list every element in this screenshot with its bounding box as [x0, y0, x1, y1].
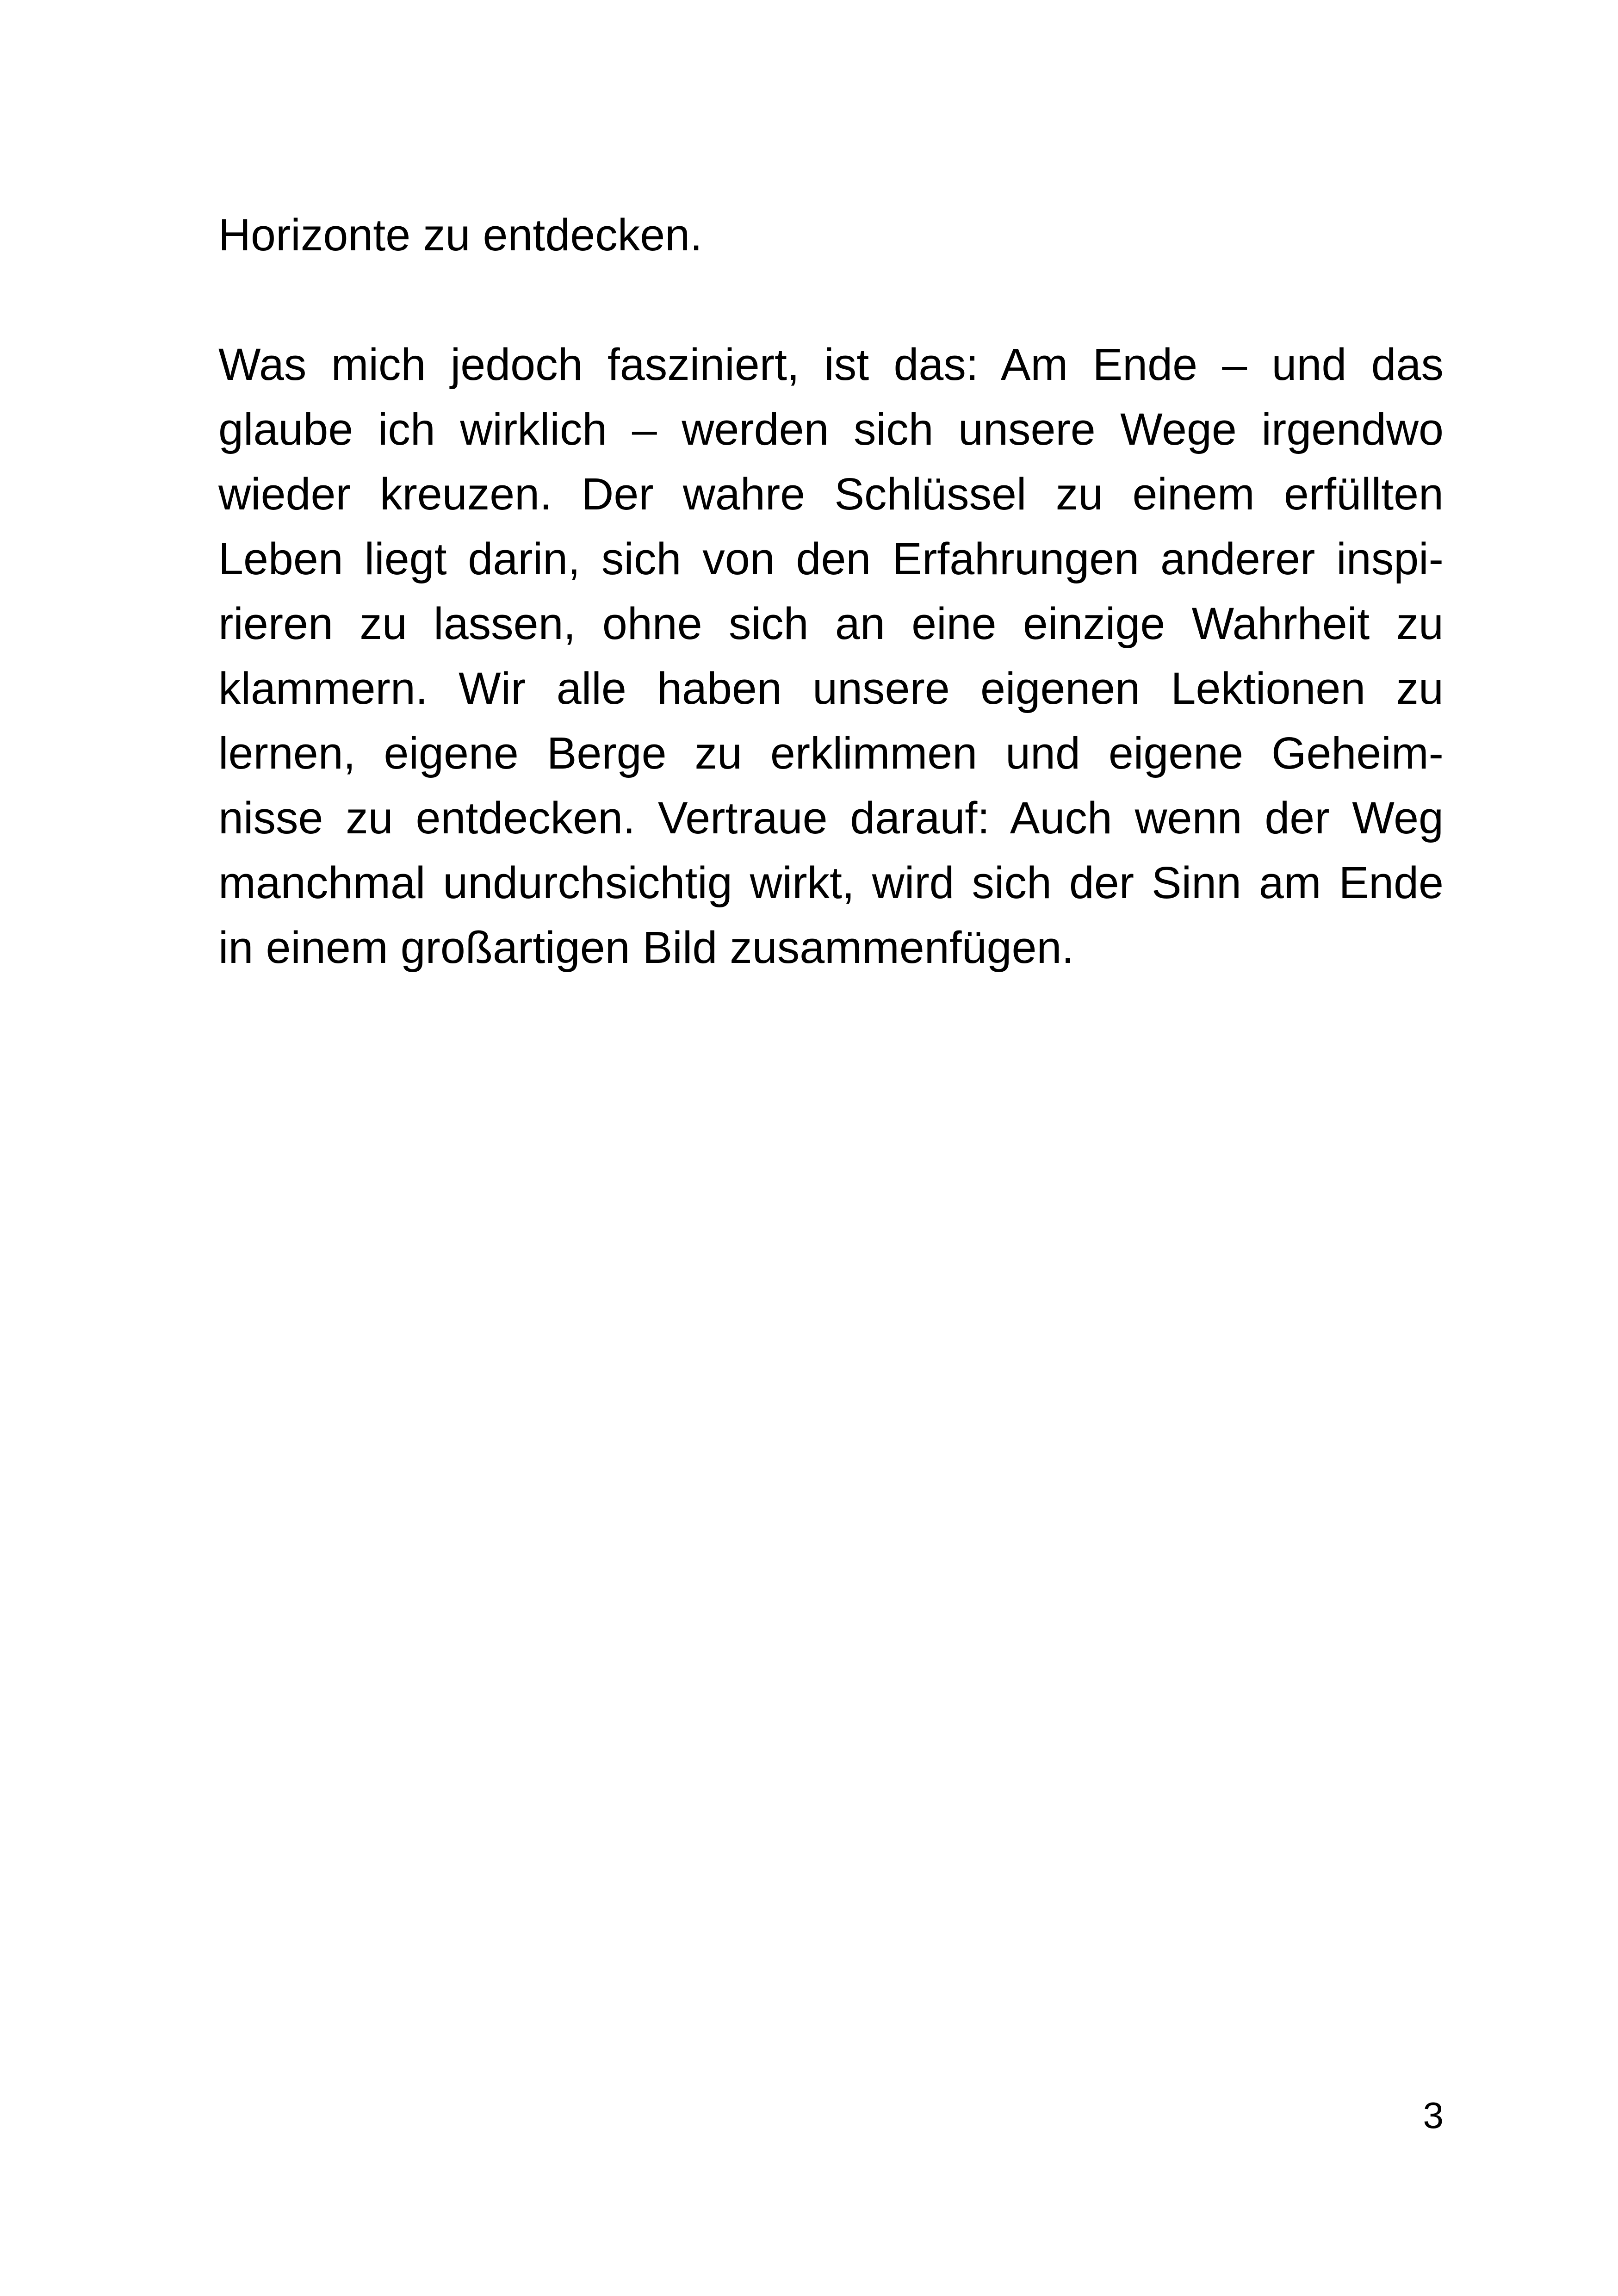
- intro-text: [218, 203, 1444, 267]
- text-line: lernen, eigene Berge zu erklimmen und eigene Geheim-: [218, 728, 1444, 778]
- text-line: glaube ich wirklich – werden sich unsere Wege irgendwo: [218, 404, 1444, 454]
- text-line: Was mich jedoch fasziniert, ist das: Am Ende – und das: [218, 339, 1444, 390]
- text-line: Horizonte zu entdecken.: [218, 210, 703, 260]
- page-number: 3: [1423, 2095, 1444, 2136]
- text-line: klammern. Wir alle haben unsere eigenen Lektionen zu: [218, 663, 1444, 714]
- text-line: manchmal undurchsichtig wirkt, wird sich der Sinn am Ende: [218, 857, 1444, 908]
- body-paragraph: [218, 332, 1444, 980]
- text-line: Leben liegt darin, sich von den Erfahrungen anderer inspi-: [218, 534, 1444, 584]
- text-line: rieren zu lassen, ohne sich an eine einzige Wahrheit zu: [218, 598, 1444, 649]
- text-line: wieder kreuzen. Der wahre Schlüssel zu einem erfüllten: [218, 469, 1444, 519]
- text-line: nisse zu entdecken. Vertraue darauf: Auch wenn der Weg: [218, 793, 1444, 843]
- text-line: in einem großartigen Bild zusammenfügen.: [218, 922, 1074, 973]
